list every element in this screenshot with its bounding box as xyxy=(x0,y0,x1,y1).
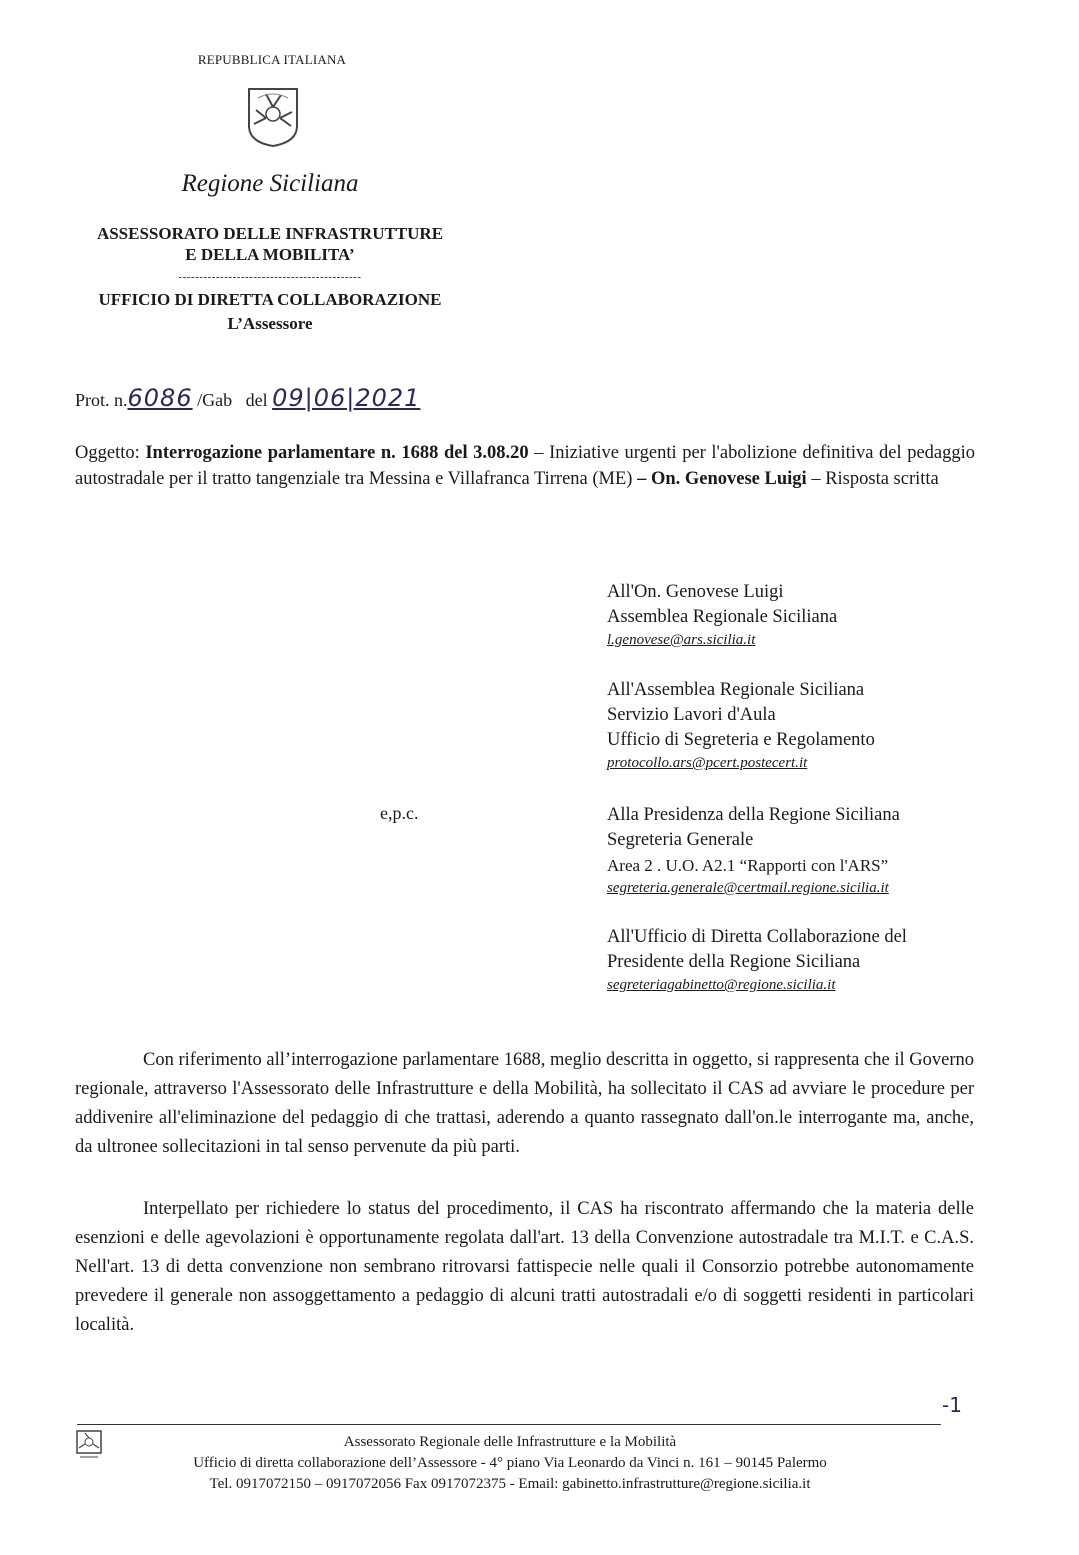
footer-divider xyxy=(77,1424,941,1425)
recipient-block xyxy=(607,925,1007,995)
region-title: Regione Siciliana xyxy=(181,170,359,197)
protocol-line xyxy=(75,384,420,412)
footer-line-2: Ufficio di diretta collaborazione dell’Assessore - 4° piano Via Leonardo da Vinci n. 161 – 90145 Palermo xyxy=(193,1455,827,1471)
office-role: L’Assessore xyxy=(227,314,313,333)
recipient-email-link[interactable]: segreteriagabinetto@regione.sicilia.it xyxy=(607,977,836,993)
recipient-line: All'On. Genovese Luigi xyxy=(607,582,784,602)
republic-heading: REPUBBLICA ITALIANA xyxy=(197,52,347,67)
recipient-email-link[interactable]: protocollo.ars@pcert.postecert.it xyxy=(607,755,808,771)
recipient-line: All'Assemblea Regionale Siciliana xyxy=(607,680,865,700)
trinacria-emblem-icon xyxy=(246,86,300,148)
recipient-line: Ufficio di Segreteria e Regolamento xyxy=(607,730,875,750)
recipient-block xyxy=(607,678,1007,773)
protocol-prefix: Prot. n. xyxy=(75,390,128,410)
recipient-line: Segreteria Generale xyxy=(607,830,754,850)
protocol-number: 6086 xyxy=(127,384,193,412)
department-heading xyxy=(70,223,470,265)
header-separator: -------------------------------------------- xyxy=(178,271,362,283)
recipient-line: Presidente della Regione Siciliana xyxy=(607,952,861,972)
subject-paragraph xyxy=(75,440,975,492)
subject-tail: – Risposta scritta xyxy=(806,469,939,489)
body-paragraph-1: Con riferimento all’interrogazione parlamentare 1688, meglio descritta in oggetto, si rappresenta che il Governo regionale, attraverso l'Assessorato delle Infrastrutture e della Mobilità, ha sollecitato il CAS ad avviare le procedure per addivenire all'eliminazione del pedaggio di che trattasi, aderendo a quanto rassegnato dall'on.le interrogante ma, anche, da ultronee sollecitazioni in tal senso pervenute da più parti. xyxy=(75,1050,974,1157)
footer-emblem-icon xyxy=(76,1430,102,1460)
recipient-line: Alla Presidenza della Regione Siciliana xyxy=(607,805,900,825)
recipient-line: Servizio Lavori d'Aula xyxy=(607,705,776,725)
body-paragraph-2: Interpellato per richiedere lo status del procedimento, il CAS ha riscontrato affermando che la materia delle esenzioni e delle agevolazioni è opportunamente regolata dall'art. 13 della Convenzione autostradale tra M.I.T. e C.A.S. Nell'art. 13 di detta convenzione non sembrano ritrovarsi fattispecie nelle quali il Consorzio potrebbe autonomamente prevedere il generale non assoggettamento a pedaggio di alcuni tratti autostradali e/o di soggetti residenti in particolari località. xyxy=(75,1199,974,1335)
recipient-email-link[interactable]: l.genovese@ars.sicilia.it xyxy=(607,632,756,648)
subject-bold: Interrogazione parlamentare n. 1688 del 3.08.20 xyxy=(145,443,529,463)
recipient-email-link[interactable]: segreteria.generale@certmail.regione.sicilia.it xyxy=(607,880,889,896)
protocol-suffix: /Gab xyxy=(197,390,233,410)
footer-line-1: Assessorato Regionale delle Infrastrutture e la Mobilità xyxy=(343,1434,677,1450)
epc-label: e,p.c. xyxy=(380,803,419,823)
protocol-date: 09|06|2021 xyxy=(272,384,421,412)
subject-addressee: – On. Genovese Luigi xyxy=(637,469,807,489)
footer-line-3: Tel. 0917072150 – 0917072056 Fax 0917072375 - Email: gabinetto.infrastrutture@regione.sicilia.it xyxy=(209,1476,811,1492)
department-line-1: ASSESSORATO DELLE INFRASTRUTTURE xyxy=(96,224,444,243)
subject-text: – Iniziative urgenti per l'abolizione definitiva del pedaggio autostradale per il tratto tangenziale tra Messina e Villafranca Tirrena (ME) xyxy=(75,443,976,489)
protocol-del: del xyxy=(245,390,268,410)
department-line-2: E DELLA MOBILITA’ xyxy=(185,245,355,264)
office-heading xyxy=(70,288,470,336)
recipient-line: Area 2 . U.O. A2.1 “Rapporti con l'ARS” xyxy=(607,856,889,875)
recipient-block xyxy=(607,580,1007,650)
recipient-line: Assemblea Regionale Siciliana xyxy=(607,607,838,627)
office-name: UFFICIO DI DIRETTA COLLABORAZIONE xyxy=(98,290,442,309)
recipient-block xyxy=(607,803,1007,898)
subject-label: Oggetto: xyxy=(75,443,140,463)
page-mark: -1 xyxy=(942,1393,962,1417)
recipient-line: All'Ufficio di Diretta Collaborazione del xyxy=(607,927,907,947)
